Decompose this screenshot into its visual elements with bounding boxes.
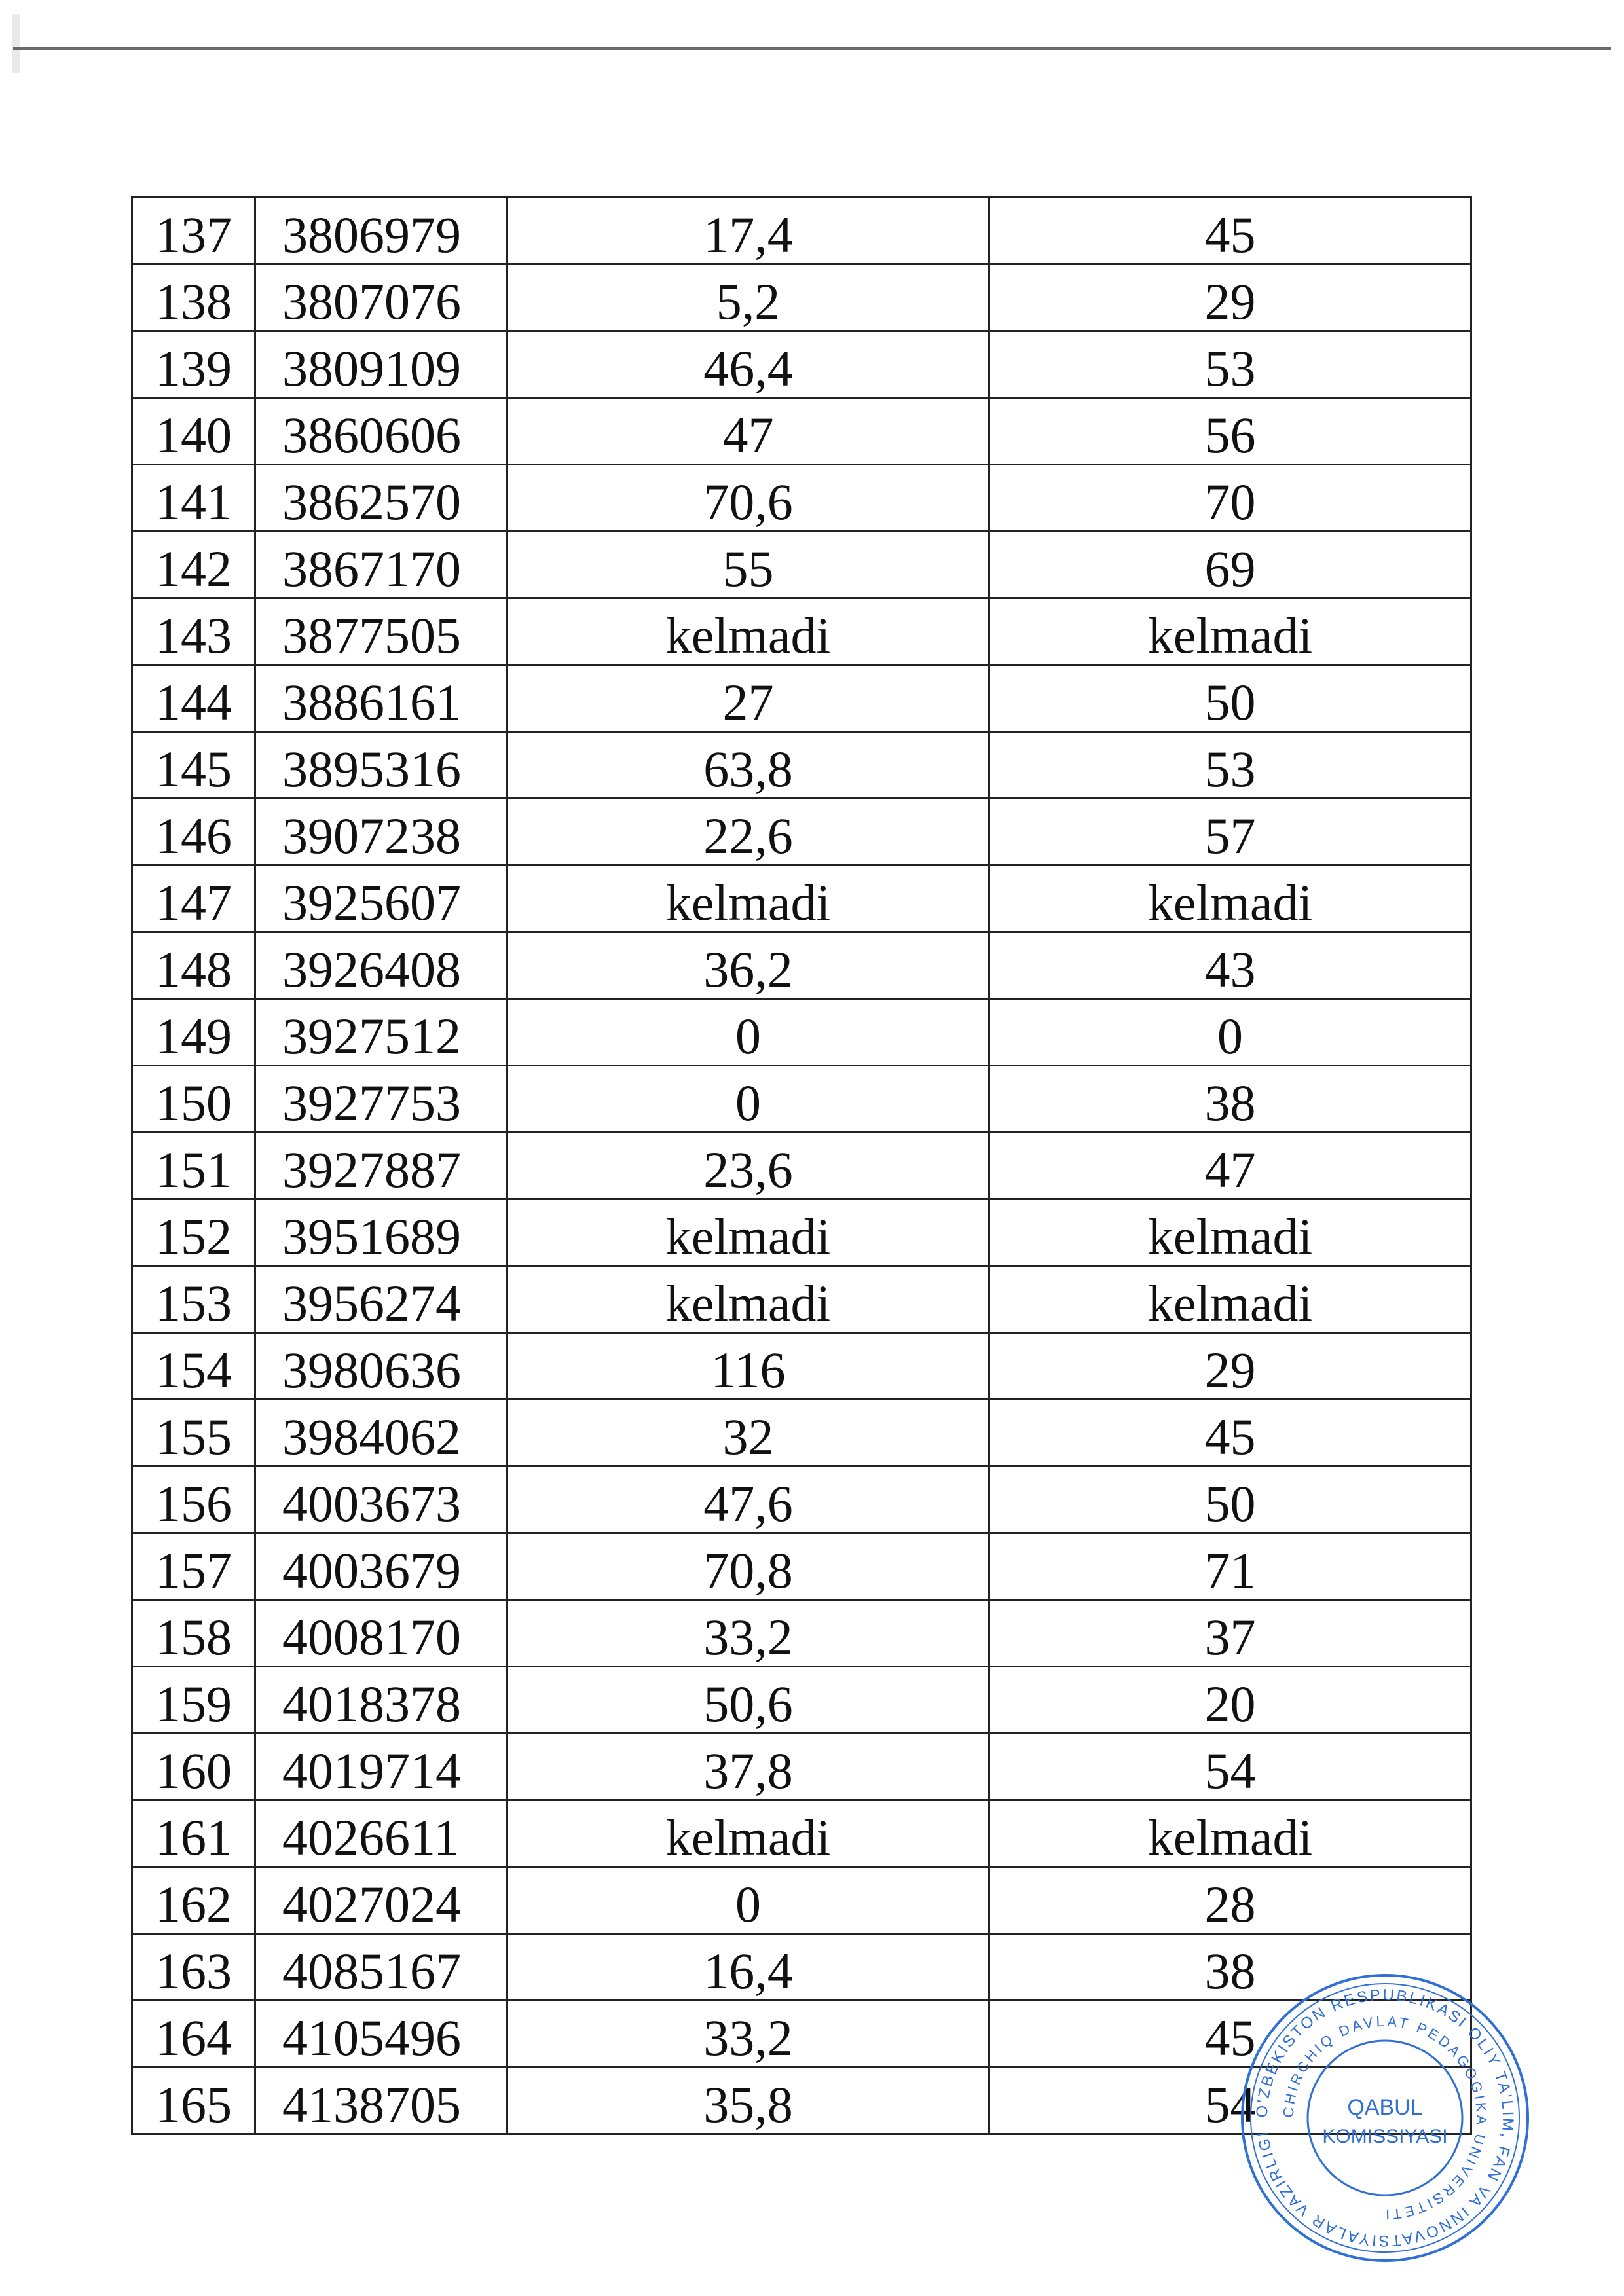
applicant-id-cell: 3807076 bbox=[255, 264, 507, 331]
score-second-cell: 29 bbox=[989, 264, 1471, 331]
score-first-cell: kelmadi bbox=[507, 598, 989, 665]
row-number-cell: 149 bbox=[132, 999, 255, 1066]
score-first-cell: 17,4 bbox=[507, 198, 989, 264]
table-row bbox=[132, 999, 1471, 1066]
score-second-cell: 20 bbox=[989, 1667, 1471, 1734]
applicant-id-cell: 3984062 bbox=[255, 1400, 507, 1467]
row-number-cell: 158 bbox=[132, 1600, 255, 1667]
row-number-cell: 147 bbox=[132, 866, 255, 932]
applicant-id-cell: 4026611 bbox=[255, 1800, 507, 1867]
table-row bbox=[132, 198, 1471, 264]
score-first-cell: 5,2 bbox=[507, 264, 989, 331]
score-second-cell: 53 bbox=[989, 732, 1471, 799]
score-first-cell: 36,2 bbox=[507, 932, 989, 999]
table-row bbox=[132, 331, 1471, 398]
applicant-id-cell: 3927887 bbox=[255, 1133, 507, 1199]
score-first-cell: 47 bbox=[507, 398, 989, 465]
score-first-cell: 55 bbox=[507, 532, 989, 598]
score-second-cell: 71 bbox=[989, 1533, 1471, 1600]
applicant-id-cell: 4027024 bbox=[255, 1867, 507, 1934]
applicant-id-cell: 3877505 bbox=[255, 598, 507, 665]
row-number-cell: 162 bbox=[132, 1867, 255, 1934]
applicant-id-cell: 3862570 bbox=[255, 465, 507, 532]
score-second-cell: 0 bbox=[989, 999, 1471, 1066]
row-number-cell: 144 bbox=[132, 665, 255, 732]
applicant-id-cell: 3886161 bbox=[255, 665, 507, 732]
score-second-cell: kelmadi bbox=[989, 1266, 1471, 1333]
row-number-cell: 139 bbox=[132, 331, 255, 398]
score-first-cell: 46,4 bbox=[507, 331, 989, 398]
applicant-id-cell: 3860606 bbox=[255, 398, 507, 465]
score-first-cell: 35,8 bbox=[507, 2068, 989, 2134]
applicant-id-cell: 3895316 bbox=[255, 732, 507, 799]
score-first-cell: 116 bbox=[507, 1333, 989, 1400]
score-second-cell: 50 bbox=[989, 665, 1471, 732]
score-first-cell: 27 bbox=[507, 665, 989, 732]
row-number-cell: 150 bbox=[132, 1066, 255, 1133]
score-first-cell: 47,6 bbox=[507, 1467, 989, 1533]
applicant-id-cell: 3809109 bbox=[255, 331, 507, 398]
stamp-inner-text: CHIRCHIQ DAVLAT PEDAGOGIKA UNIVERSITETI bbox=[1280, 2013, 1490, 2223]
score-first-cell: 23,6 bbox=[507, 1133, 989, 1199]
row-number-cell: 153 bbox=[132, 1266, 255, 1333]
row-number-cell: 159 bbox=[132, 1667, 255, 1734]
applicant-id-cell: 3867170 bbox=[255, 532, 507, 598]
table-row bbox=[132, 799, 1471, 866]
applicant-id-cell: 3907238 bbox=[255, 799, 507, 866]
table-row bbox=[132, 665, 1471, 732]
table-row bbox=[132, 1467, 1471, 1533]
row-number-cell: 160 bbox=[132, 1734, 255, 1800]
row-number-cell: 156 bbox=[132, 1467, 255, 1533]
score-first-cell: 16,4 bbox=[507, 1934, 989, 2001]
row-number-cell: 143 bbox=[132, 598, 255, 665]
applicant-id-cell: 4018378 bbox=[255, 1667, 507, 1734]
score-second-cell: kelmadi bbox=[989, 598, 1471, 665]
score-second-cell: 50 bbox=[989, 1467, 1471, 1533]
table-row bbox=[132, 1533, 1471, 1600]
score-second-cell: 37 bbox=[989, 1600, 1471, 1667]
applicant-id-cell: 3926408 bbox=[255, 932, 507, 999]
table-row bbox=[132, 264, 1471, 331]
row-number-cell: 161 bbox=[132, 1800, 255, 1867]
results-table bbox=[131, 196, 1472, 2135]
applicant-id-cell: 3927512 bbox=[255, 999, 507, 1066]
score-first-cell: 63,8 bbox=[507, 732, 989, 799]
score-first-cell: 0 bbox=[507, 1066, 989, 1133]
score-first-cell: 22,6 bbox=[507, 799, 989, 866]
score-first-cell: 32 bbox=[507, 1400, 989, 1467]
score-first-cell: kelmadi bbox=[507, 1199, 989, 1266]
score-second-cell: kelmadi bbox=[989, 1199, 1471, 1266]
score-second-cell: 53 bbox=[989, 331, 1471, 398]
applicant-id-cell: 4019714 bbox=[255, 1734, 507, 1800]
admission-committee-stamp bbox=[1234, 1967, 1536, 2269]
stamp-outer-text: O'ZBEKISTON RESPUBLIKASI OLIY TA'LIM, FAN VA INNOVATSIYALAR VAZIRLIGI bbox=[1253, 1986, 1517, 2250]
table-row bbox=[132, 866, 1471, 932]
score-second-cell: 54 bbox=[989, 1734, 1471, 1800]
score-second-cell: 45 bbox=[989, 1400, 1471, 1467]
score-first-cell: 0 bbox=[507, 1867, 989, 1934]
score-second-cell: 45 bbox=[989, 198, 1471, 264]
applicant-id-cell: 3806979 bbox=[255, 198, 507, 264]
score-second-cell: 28 bbox=[989, 1867, 1471, 1934]
row-number-cell: 138 bbox=[132, 264, 255, 331]
row-number-cell: 145 bbox=[132, 732, 255, 799]
applicant-id-cell: 4008170 bbox=[255, 1600, 507, 1667]
score-second-cell: 70 bbox=[989, 465, 1471, 532]
applicant-id-cell: 3925607 bbox=[255, 866, 507, 932]
score-first-cell: 0 bbox=[507, 999, 989, 1066]
row-number-cell: 140 bbox=[132, 398, 255, 465]
table-row bbox=[132, 598, 1471, 665]
table-row bbox=[132, 532, 1471, 598]
applicant-id-cell: 4085167 bbox=[255, 1934, 507, 2001]
row-number-cell: 151 bbox=[132, 1133, 255, 1199]
score-second-cell: 43 bbox=[989, 932, 1471, 999]
row-number-cell: 165 bbox=[132, 2068, 255, 2134]
row-number-cell: 152 bbox=[132, 1199, 255, 1266]
applicant-id-cell: 4105496 bbox=[255, 2001, 507, 2068]
score-second-cell: 47 bbox=[989, 1133, 1471, 1199]
stamp-center-line-1: QABUL bbox=[1347, 2095, 1423, 2120]
score-second-cell: 38 bbox=[989, 1934, 1471, 2001]
score-first-cell: 33,2 bbox=[507, 2001, 989, 2068]
table-row bbox=[132, 398, 1471, 465]
applicant-id-cell: 4003679 bbox=[255, 1533, 507, 1600]
score-second-cell: 45 bbox=[989, 2001, 1471, 2068]
table-row bbox=[132, 1800, 1471, 1867]
table-row bbox=[132, 1133, 1471, 1199]
table-row bbox=[132, 1400, 1471, 1467]
row-number-cell: 148 bbox=[132, 932, 255, 999]
score-second-cell: kelmadi bbox=[989, 1800, 1471, 1867]
table-row bbox=[132, 732, 1471, 799]
applicant-id-cell: 3956274 bbox=[255, 1266, 507, 1333]
page-top-rule bbox=[13, 47, 1611, 50]
score-first-cell: kelmadi bbox=[507, 866, 989, 932]
applicant-id-cell: 3951689 bbox=[255, 1199, 507, 1266]
score-second-cell: 56 bbox=[989, 398, 1471, 465]
row-number-cell: 146 bbox=[132, 799, 255, 866]
stamp-center-line-2: KOMISSIYASI bbox=[1322, 2126, 1448, 2147]
score-first-cell: kelmadi bbox=[507, 1266, 989, 1333]
applicant-id-cell: 4138705 bbox=[255, 2068, 507, 2134]
score-first-cell: 37,8 bbox=[507, 1734, 989, 1800]
table-row bbox=[132, 1667, 1471, 1734]
score-second-cell: 54 bbox=[989, 2068, 1471, 2134]
score-second-cell: 29 bbox=[989, 1333, 1471, 1400]
table-row bbox=[132, 932, 1471, 999]
score-first-cell: 50,6 bbox=[507, 1667, 989, 1734]
row-number-cell: 137 bbox=[132, 198, 255, 264]
table-row bbox=[132, 1066, 1471, 1133]
applicant-id-cell: 3980636 bbox=[255, 1333, 507, 1400]
table-row bbox=[132, 1600, 1471, 1667]
table-row bbox=[132, 465, 1471, 532]
score-first-cell: 70,8 bbox=[507, 1533, 989, 1600]
results-table-body bbox=[132, 198, 1471, 2134]
scan-edge-mark bbox=[12, 14, 20, 73]
row-number-cell: 141 bbox=[132, 465, 255, 532]
score-second-cell: 57 bbox=[989, 799, 1471, 866]
score-first-cell: 33,2 bbox=[507, 1600, 989, 1667]
row-number-cell: 164 bbox=[132, 2001, 255, 2068]
row-number-cell: 142 bbox=[132, 532, 255, 598]
table-row bbox=[132, 1333, 1471, 1400]
score-first-cell: kelmadi bbox=[507, 1800, 989, 1867]
row-number-cell: 155 bbox=[132, 1400, 255, 1467]
row-number-cell: 154 bbox=[132, 1333, 255, 1400]
score-second-cell: 38 bbox=[989, 1066, 1471, 1133]
table-row bbox=[132, 1266, 1471, 1333]
applicant-id-cell: 3927753 bbox=[255, 1066, 507, 1133]
score-second-cell: kelmadi bbox=[989, 866, 1471, 932]
row-number-cell: 157 bbox=[132, 1533, 255, 1600]
applicant-id-cell: 4003673 bbox=[255, 1467, 507, 1533]
row-number-cell: 163 bbox=[132, 1934, 255, 2001]
score-second-cell: 69 bbox=[989, 532, 1471, 598]
table-row bbox=[132, 1867, 1471, 1934]
score-first-cell: 70,6 bbox=[507, 465, 989, 532]
table-row bbox=[132, 1199, 1471, 1266]
table-row bbox=[132, 1734, 1471, 1800]
